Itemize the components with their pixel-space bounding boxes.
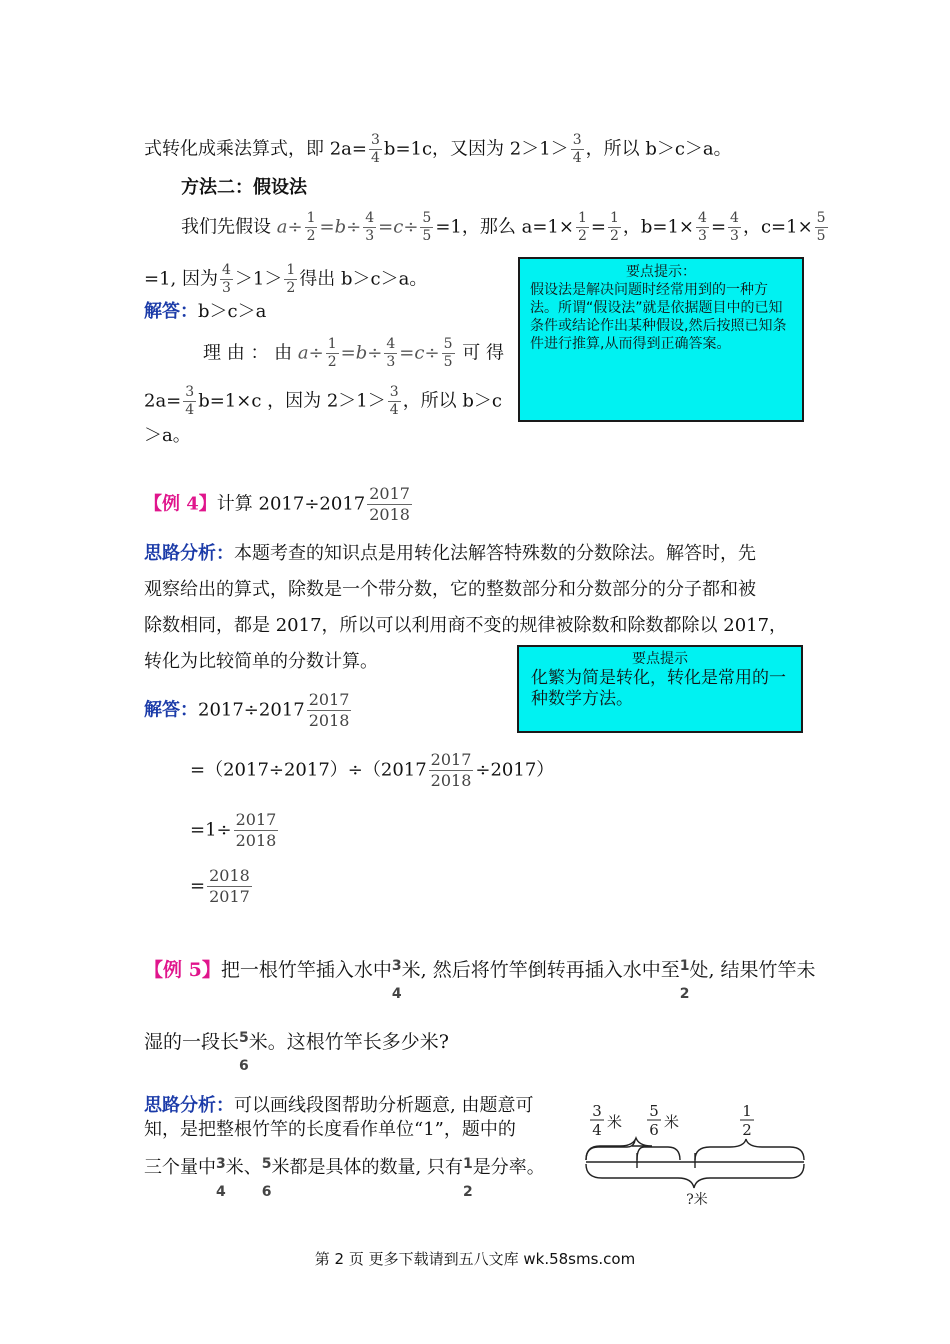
fraction-1-2: 1 2	[462, 1156, 473, 1200]
fraction-4-3: $\frac{4}{3}$	[386, 336, 396, 370]
text-segment: ，所以 b＞c	[402, 390, 503, 412]
fraction-5-5: $\frac{5}{5}$	[422, 210, 432, 244]
fraction-2017-2018: $\frac{2017}{2018}$	[235, 810, 277, 850]
text-segment: 是分率。	[472, 1157, 545, 1178]
fraction-1-2: 1 2	[679, 958, 690, 1002]
label-unit: 米	[664, 1113, 680, 1131]
method-heading: 方法二：假设法	[181, 177, 307, 198]
tip-body: 化繁为简是转化，转化是常用的一种数学方法。	[531, 668, 786, 709]
text-segment: 可 得	[462, 342, 504, 364]
tip-body: 假设法是解决问题时经常用到的一种方法。所谓“假设法”就是依据题目中的已知条件或结论作出某种假设,然后按照已知条件进行推算,从而得到正确答案。	[530, 282, 787, 352]
var-b: b	[355, 342, 368, 364]
text-segment: ，所以 b＞c＞a。	[585, 138, 732, 160]
total-label: ?米	[686, 1192, 708, 1208]
fraction-4-3: $\frac{4}{3}$	[221, 262, 231, 296]
text-segment: 处, 结果竹竿未	[689, 959, 816, 981]
div-sign: ÷	[308, 342, 324, 364]
fraction-4-3: $\frac{4}{3}$	[698, 210, 707, 244]
page-footer: 第 2 页 更多下载请到五八文库 wk.58sms.com	[314, 1250, 636, 1268]
text-segment: 米, 然后将竹竿倒转再插入水中至	[401, 959, 680, 981]
text-line	[144, 1094, 533, 1118]
text-segment: 米。这根竹竿长多少米?	[248, 1031, 449, 1053]
var-a: a	[276, 216, 288, 238]
fraction-4-3: $\frac{4}{3}$	[730, 210, 739, 244]
div-sign: ÷	[287, 216, 303, 238]
div-sign: ÷	[403, 216, 419, 238]
text-segment: ，c=1×	[742, 216, 813, 238]
example-label: 【例 5】	[144, 959, 221, 981]
text-segment: 2017÷2017	[198, 699, 305, 721]
label-denominator: 2	[742, 1121, 752, 1139]
text-segment: 把一根竹竿插入水中	[220, 959, 392, 981]
fraction-4-3: $\frac{4}{3}$	[365, 210, 375, 244]
fraction-1-2: $\frac{1}{2}$	[577, 210, 587, 244]
fraction-5-5: $\frac{5}{5}$	[816, 210, 826, 244]
text-segment: 计算 2017÷2017	[216, 493, 366, 515]
text-line	[144, 384, 502, 419]
text-segment: =	[190, 875, 206, 897]
fraction-3-4: 3 4	[216, 1156, 226, 1200]
fraction-3-4: $\frac{3}{4}$	[389, 384, 399, 418]
label-denominator: 6	[649, 1121, 659, 1139]
answer-line	[144, 300, 266, 324]
eq-sign: =	[710, 216, 727, 238]
fraction-5-6: 5 6	[239, 1030, 249, 1074]
analysis-label: 思路分析：	[144, 543, 234, 564]
fraction-2017-2018: $\frac{2017}{2018}$	[308, 690, 350, 730]
text-segment: 除数相同，都是 2017，所以可以利用商不变的规律被除数和除数都除以 2017，	[144, 615, 788, 636]
eq-sign: =	[590, 216, 606, 238]
text-segment: 观察给出的算式，除数是一个带分数，它的整数部分和分数部分的分子都和被	[144, 579, 756, 600]
text-segment: 我们先假设	[181, 216, 271, 238]
text-segment: 米都是具体的数量, 只有	[271, 1157, 463, 1178]
fraction-2017-2018: $\frac{2017}{2018}$	[430, 750, 472, 790]
label-numerator: 5	[649, 1102, 659, 1120]
fraction-1-2: $\frac{1}{2}$	[306, 210, 316, 244]
var-c: c	[393, 216, 404, 238]
var-a: a	[297, 342, 309, 364]
text-segment: 2a=	[144, 390, 182, 412]
fraction-5-5: $\frac{5}{5}$	[443, 336, 453, 370]
div-sign: ÷	[424, 342, 440, 364]
text-line: ＞a。	[144, 425, 191, 446]
fraction-2018-2017: $\frac{2018}{2017}$	[209, 866, 250, 906]
var-b: b	[334, 216, 347, 238]
text-segment: 湿的一段长	[144, 1031, 240, 1053]
text-line	[144, 1156, 545, 1200]
tip-box	[517, 645, 803, 733]
tip-box	[518, 257, 804, 422]
text-segment: =1÷	[190, 819, 232, 841]
eq-sign: =	[319, 216, 335, 238]
text-segment: b=1×c ，因为 2＞1＞	[198, 390, 386, 412]
answer-label: 解答：	[144, 301, 198, 322]
fraction-1-2: $\frac{1}{2}$	[286, 262, 296, 296]
var-c: c	[414, 342, 425, 364]
div-sign: ÷	[346, 216, 362, 238]
div-sign: ÷	[367, 342, 383, 364]
fraction-1-2: $\frac{1}{2}$	[609, 210, 619, 244]
answer-text: b＞c＞a	[198, 301, 267, 322]
fraction-3-4: $\frac{3}{4}$	[371, 132, 380, 166]
example-5-line	[144, 958, 816, 1002]
step-line	[190, 866, 254, 907]
text-line	[144, 1030, 449, 1074]
text-segment: b=1c，又因为 2＞1＞	[383, 138, 569, 160]
text-line: 知，是把整根竹竿的长度看作单位“1”，题中的	[144, 1119, 516, 1140]
text-segment: ＞1＞	[234, 268, 283, 290]
reason-line	[203, 336, 504, 371]
tip-title: 要点提示	[632, 651, 688, 667]
brace	[637, 1147, 680, 1160]
answer-line	[144, 690, 353, 731]
fraction-3-4: $\frac{3}{4}$	[572, 132, 582, 166]
text-line	[144, 132, 732, 167]
label-denominator: 4	[592, 1121, 602, 1139]
eq-sign: =	[340, 342, 356, 364]
answer-label: 解答：	[144, 699, 198, 721]
text-line	[181, 210, 830, 245]
text-segment: =（2017÷2017）÷（2017	[190, 759, 427, 781]
eq-sign: =	[399, 342, 415, 364]
fraction-2017-2018: $\frac{2017}{2018}$	[369, 484, 410, 524]
fraction-5-6: 5 6	[261, 1156, 272, 1200]
text-segment: 本题考查的知识点是用转化法解答特殊数的分数除法。解答时，先	[234, 543, 756, 564]
text-segment: 可以画线段图帮助分析题意, 由题意可	[234, 1095, 534, 1116]
text-segment: ÷2017）	[475, 759, 555, 781]
text-segment: 式转化成乘法算式，即 2a=	[144, 138, 367, 160]
analysis-label: 思路分析：	[144, 1095, 234, 1116]
text-segment: 得出 b＞c＞a。	[299, 268, 428, 290]
step-line	[190, 750, 554, 791]
text-segment: =1，那么 a=1×	[435, 216, 574, 238]
eq-sign: =	[378, 216, 394, 238]
text-segment: 米、	[225, 1157, 262, 1178]
fraction-3-4: $\frac{3}{4}$	[185, 384, 195, 418]
fraction-3-4: 3 4	[391, 958, 402, 1002]
text-segment: 理 由 ： 由	[203, 342, 293, 364]
label-unit: 米	[607, 1113, 623, 1131]
fraction-1-2: $\frac{1}{2}$	[327, 336, 337, 370]
line-segment-diagram	[580, 1098, 820, 1213]
label-numerator: 1	[742, 1102, 752, 1120]
brace	[586, 1138, 652, 1160]
text-line	[144, 262, 427, 297]
text-segment: ，b=1×	[622, 216, 695, 238]
text-segment: 三个量中	[144, 1157, 216, 1178]
text-segment: 转化为比较简单的分数计算。	[144, 651, 378, 672]
tip-title: 要点提示：	[626, 264, 696, 280]
step-line	[190, 810, 280, 851]
brace	[695, 1139, 804, 1160]
example-4-line	[144, 484, 414, 525]
text-segment: =1, 因为	[144, 268, 218, 290]
label-numerator: 3	[592, 1102, 602, 1120]
example-label: 【例 4】	[144, 493, 217, 515]
